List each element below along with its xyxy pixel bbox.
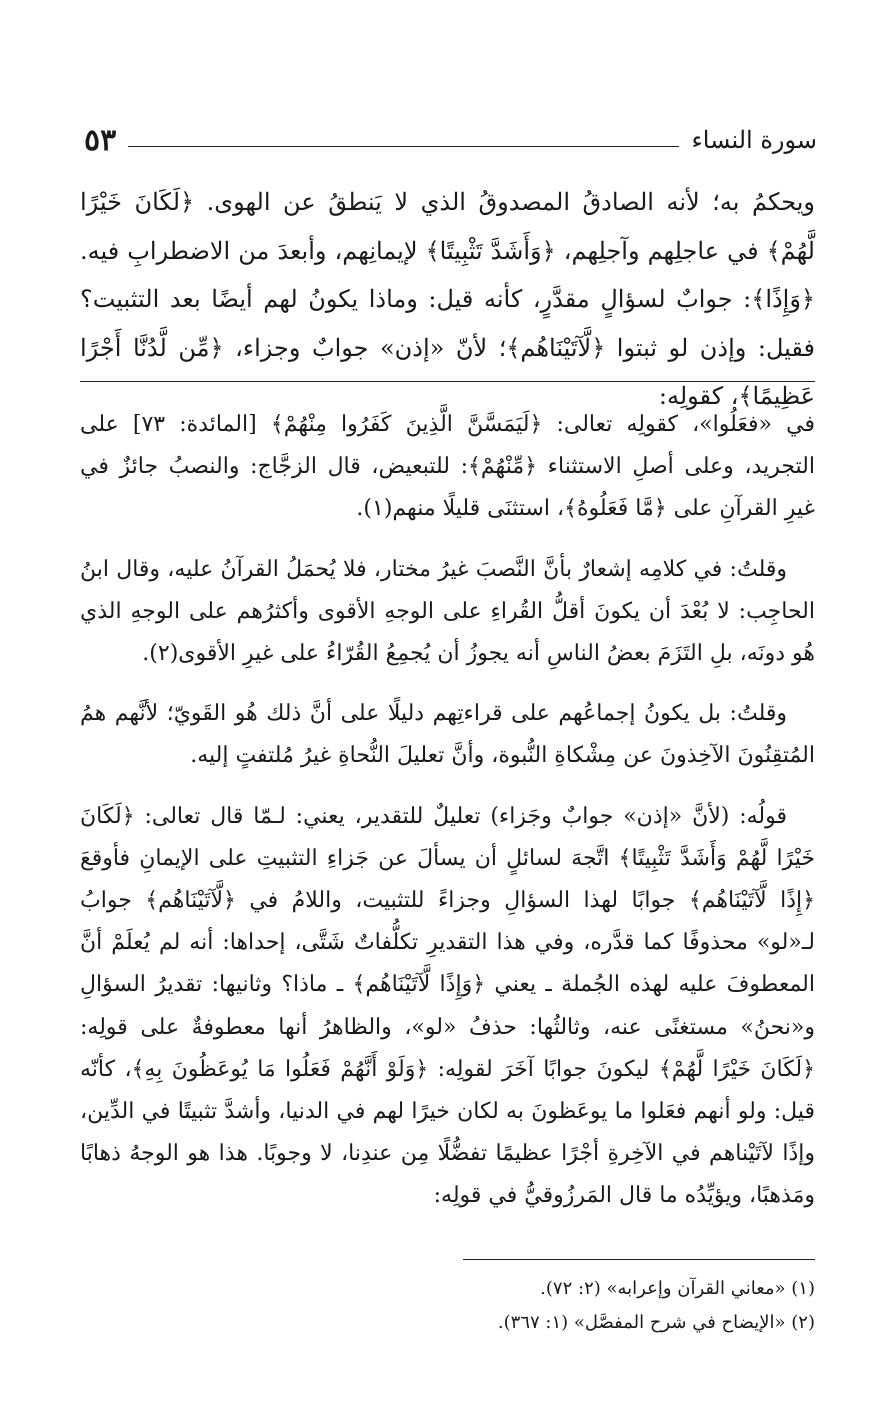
main-commentary-divider (80, 381, 815, 382)
main-paragraph: ويحكمُ به؛ لأنه الصادقُ المصدوقُ الذي لا يَنطقُ عن الهوى. ﴿لَكَانَ خَيْرًا لَّهُمْ﴾ في عاجلِهم وآجلِهم، ﴿وَأَشَدَّ تَثْبِيتًا﴾ لإيمانِهم، وأبعدَ من الاضطرابِ فيه. ﴿وَإِذًا﴾: جوابٌ لسؤالٍ مقدَّرٍ، كأنه قيل: وماذا يكونُ لهم أيضًا بعد التثبيت؟ فقيل: وإذن لو ثبتوا ﴿لَّآتَيْنَاهُم﴾؛ لأنّ «إذن» جوابٌ وجزاء، ﴿مِّن لَّدُنَّا أَجْرًا عَظِيمًا﴾، كقولِه: (80, 188, 815, 411)
commentary-paragraph-3: وقلتُ: بل يكونُ إجماعُهم على قراءتِهم دليلًا على أنَّ ذلك هُو القَويّ؛ لأنَّهم همُ المُتقِنُونَ الآخِذونَ عن مِشْكاةِ النُّبوة، وأنَّ تعليلَ النُّحاةِ غيرُ مُلتفتٍ إليه. (80, 701, 815, 769)
footnote-1: (١) «معاني القرآن وإعرابه» (٢: ٧٢). (540, 1278, 815, 1299)
running-header (84, 118, 817, 162)
commentary-paragraph-2: وقلتُ: في كلامِه إشعارٌ بأنَّ النَّصبَ غيرُ مختار، فلا يُحمَلُ القرآنُ عليه، وقال ابنُ الحاجِب: لا بُعْدَ أن يكونَ أقلُّ القُراءِ على الوجهِ الأقوى وأكثرُهم على الوجهِ الذي هُو دونَه، بلِ التَزَمَ بعضُ الناسِ أنه يجوزُ أن يُجمِعُ القُرّاءُ على غيرِ الأقوى(٢). (80, 556, 815, 667)
page-number: ٥٣ (84, 122, 117, 158)
main-text (80, 178, 815, 421)
commentary-text (80, 404, 815, 1218)
header-rule (128, 146, 679, 147)
footnote-2: (٢) «الإيضاح في شرح المفصَّل» (١: ٣٦٧). (497, 1312, 815, 1333)
footnote-rule (463, 1259, 815, 1260)
commentary-paragraph-4: قولُه: (لأنَّ «إذن» جوابٌ وجَزاء) تعليلٌ للتقدير، يعني: لـمّا قال تعالى: ﴿لَكَانَ خَيْرًا لَّهُمْ وَأَشَدَّ تَثْبِيتًا﴾ اتَّجهَ لسائلٍ أن يسألَ عن جَزاءِ التثبيتِ على الإيمانِ فأوقعَ ﴿إِذًا لَّآتَيْنَاهُم﴾ جوابًا لهذا السؤالِ وجزاءً للتثبيت، واللامُ في ﴿لَّآتَيْنَاهُم﴾ جوابُ لـ«لو» محذوفًا كما قدَّره، وفي هذا التقديرِ تكلُّفاتٌ شَتَّى، إحداها: أنه لم يُعلَمْ أنَّ المعطوفَ عليه لهذه الجُملة ـ يعني ﴿وَإِذًا لَّآتَيْنَاهُم﴾ ـ ماذا؟ وثانيها: تقديرُ السؤالِ و«نحنُ» مستغنًى عنه، وثالثُها: حذفُ «لو»، والظاهرُ أنها معطوفةٌ على قولِه: ﴿لَكَانَ خَيْرًا لَّهُمْ﴾ ليكونَ جوابًا آخَرَ لقولِه: ﴿وَلَوْ أَنَّهُمْ فَعَلُوا مَا يُوعَظُونَ بِهِ﴾، كأنّه قيل: ولو أنهم فعَلوا ما يوعَظونَ به لكان خيرًا لهم في الدنيا، وأشدَّ تثبيتًا في الدِّين، وإذًا لآتَيْناهم في الآخِرةِ أجْرًا عظيمًا تفضُّلًا مِن عندِنا، لا وجوبًا. هذا هو الوجهُ ذهابًا ومَذهبًا، ويؤيِّدُه ما قال المَرزُوقيُّ في قولِه: (80, 803, 815, 1209)
commentary-paragraph-1: في «فعَلُوا»، كقولِه تعالى: ﴿لَيَمَسَّنَّ الَّذِينَ كَفَرُوا مِنْهُمْ﴾ [المائدة: ٧٣] على التجريد، وعلى أصلِ الاستثناء ﴿مِّنْهُمْ﴾: للتبعيض، قال الزجَّاج: والنصبُ جائزٌ في غيرِ القرآنِ على ﴿مَّا فَعَلُوهُ﴾، استثنَى قليلًا منهم(١). (80, 412, 815, 522)
surah-title: سورة النساء (691, 126, 817, 154)
footnotes (80, 1272, 815, 1340)
